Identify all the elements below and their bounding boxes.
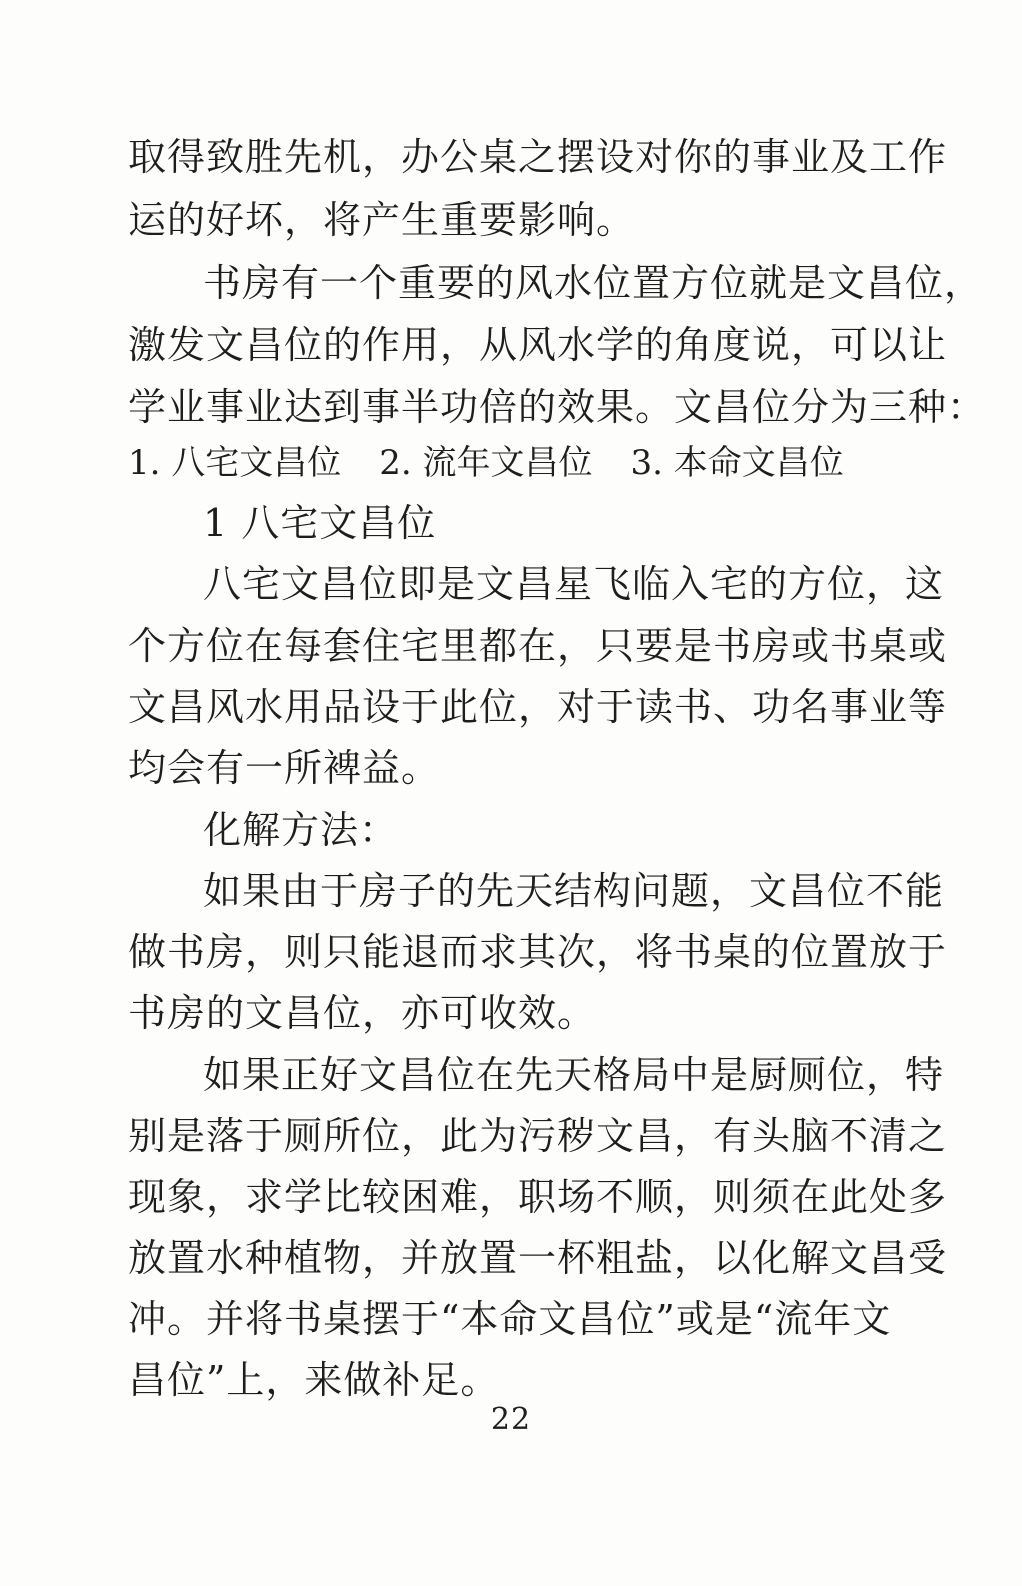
text-line: 文昌风水用品设于此位，对于读书、功名事业等 bbox=[128, 685, 948, 729]
paragraph-start-line: 书房有一个重要的风水位置方位就是文昌位， bbox=[203, 261, 984, 305]
paragraph-start-line: 如果正好文昌位在先天格局中是厨厕位，特 bbox=[203, 1053, 945, 1097]
text-line: 取得致胜先机，办公桌之摆设对你的事业及工作 bbox=[128, 135, 948, 179]
text-line: 放置水种植物，并放置一杯粗盐，以化解文昌受 bbox=[128, 1236, 948, 1280]
text-line: 书房的文昌位，亦可收效。 bbox=[128, 991, 597, 1035]
section-heading: 化解方法： bbox=[203, 808, 399, 852]
text-line: 现象，求学比较困难，职场不顺，则须在此处多 bbox=[128, 1175, 948, 1219]
page-number: 22 bbox=[490, 1402, 532, 1437]
paragraph-start-line: 八宅文昌位即是文昌星飞临入宅的方位，这 bbox=[203, 562, 945, 606]
text-line: 昌位”上，来做补足。 bbox=[128, 1358, 500, 1402]
text-line: 做书房，则只能退而求其次，将书桌的位置放于 bbox=[128, 930, 948, 974]
text-line: 运的好坏，将产生重要影响。 bbox=[128, 198, 636, 242]
paragraph-start-line: 如果由于房子的先天结构问题，文昌位不能 bbox=[203, 869, 945, 913]
text-line: 激发文昌位的作用，从风水学的角度说，可以让 bbox=[128, 323, 948, 367]
text-line: 个方位在每套住宅里都在，只要是书房或书桌或 bbox=[128, 624, 948, 668]
text-line: 冲。并将书桌摆于“本命文昌位”或是“流年文 bbox=[128, 1297, 892, 1341]
list-item: 3. 本命文昌位 bbox=[630, 443, 844, 483]
text-line: 均会有一所裨益。 bbox=[128, 746, 441, 790]
list-item: 1. 八宅文昌位 bbox=[128, 443, 342, 483]
section-heading: 1 八宅文昌位 bbox=[203, 501, 437, 545]
list-item: 2. 流年文昌位 bbox=[379, 443, 593, 483]
text-line: 学业事业达到事半功倍的效果。文昌位分为三种： bbox=[128, 385, 987, 429]
text-line: 别是落于厕所位，此为污秽文昌，有头脑不清之 bbox=[128, 1114, 948, 1158]
wenchang-types-list bbox=[128, 440, 928, 486]
